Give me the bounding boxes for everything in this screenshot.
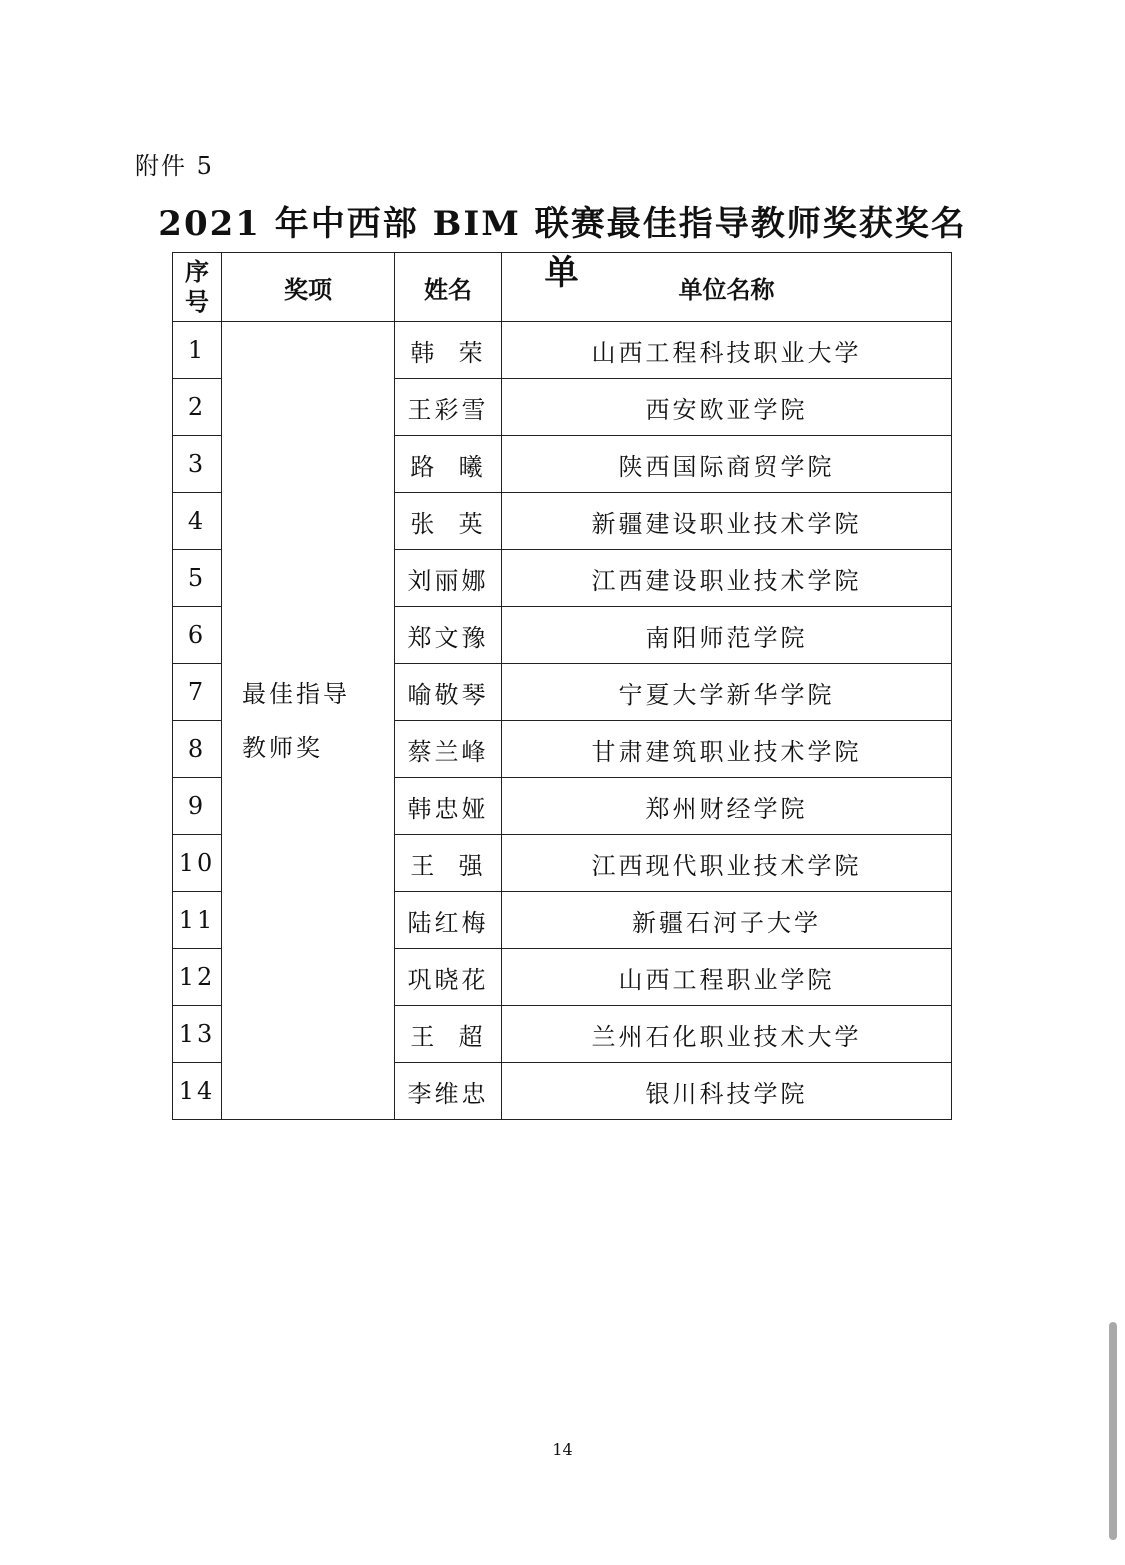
row-teacher-name: 郑文豫 bbox=[395, 607, 502, 664]
table-body bbox=[173, 322, 952, 1120]
row-serial-number: 13 bbox=[173, 1006, 222, 1063]
row-serial-number: 4 bbox=[173, 493, 222, 550]
row-serial-number: 12 bbox=[173, 949, 222, 1006]
award-table bbox=[172, 252, 952, 1120]
row-teacher-name: 陆红梅 bbox=[395, 892, 502, 949]
vertical-scrollbar[interactable] bbox=[1109, 1322, 1117, 1540]
header-serial-number-text: 序号 bbox=[185, 257, 209, 316]
row-serial-number: 3 bbox=[173, 436, 222, 493]
row-teacher-name: 王 超 bbox=[395, 1006, 502, 1063]
row-unit-name: 甘肃建筑职业技术学院 bbox=[502, 721, 952, 778]
header-serial-number bbox=[173, 253, 222, 322]
row-serial-number: 10 bbox=[173, 835, 222, 892]
row-unit-name: 江西现代职业技术学院 bbox=[502, 835, 952, 892]
table-row bbox=[173, 322, 952, 379]
page-number: 14 bbox=[552, 1440, 573, 1459]
row-teacher-name: 喻敬琴 bbox=[395, 664, 502, 721]
row-teacher-name: 王 强 bbox=[395, 835, 502, 892]
row-serial-number: 1 bbox=[173, 322, 222, 379]
row-serial-number: 5 bbox=[173, 550, 222, 607]
row-unit-name: 山西工程职业学院 bbox=[502, 949, 952, 1006]
award-category-cell bbox=[222, 322, 395, 1120]
row-unit-name: 新疆建设职业技术学院 bbox=[502, 493, 952, 550]
row-teacher-name: 巩晓花 bbox=[395, 949, 502, 1006]
row-teacher-name: 韩忠娅 bbox=[395, 778, 502, 835]
attachment-label: 附件 5 bbox=[135, 152, 214, 180]
row-unit-name: 山西工程科技职业大学 bbox=[502, 322, 952, 379]
row-serial-number: 2 bbox=[173, 379, 222, 436]
row-serial-number: 11 bbox=[173, 892, 222, 949]
row-serial-number: 6 bbox=[173, 607, 222, 664]
row-unit-name: 南阳师范学院 bbox=[502, 607, 952, 664]
header-award: 奖项 bbox=[222, 253, 395, 322]
row-teacher-name: 刘丽娜 bbox=[395, 550, 502, 607]
row-teacher-name: 王彩雪 bbox=[395, 379, 502, 436]
row-unit-name: 陕西国际商贸学院 bbox=[502, 436, 952, 493]
table-header-row bbox=[173, 253, 952, 322]
row-teacher-name: 张 英 bbox=[395, 493, 502, 550]
award-category-text: 最佳指导教师奖 bbox=[242, 679, 350, 762]
header-name: 姓名 bbox=[395, 253, 502, 322]
row-teacher-name: 路 曦 bbox=[395, 436, 502, 493]
row-teacher-name: 韩 荣 bbox=[395, 322, 502, 379]
row-unit-name: 西安欧亚学院 bbox=[502, 379, 952, 436]
row-unit-name: 新疆石河子大学 bbox=[502, 892, 952, 949]
row-unit-name: 郑州财经学院 bbox=[502, 778, 952, 835]
row-teacher-name: 蔡兰峰 bbox=[395, 721, 502, 778]
row-teacher-name: 李维忠 bbox=[395, 1063, 502, 1120]
row-unit-name: 银川科技学院 bbox=[502, 1063, 952, 1120]
row-serial-number: 8 bbox=[173, 721, 222, 778]
row-unit-name: 兰州石化职业技术大学 bbox=[502, 1006, 952, 1063]
document-title: 2021 年中西部 BIM 联赛最佳指导教师奖获奖名单 bbox=[158, 204, 967, 293]
row-serial-number: 7 bbox=[173, 664, 222, 721]
row-unit-name: 江西建设职业技术学院 bbox=[502, 550, 952, 607]
row-serial-number: 9 bbox=[173, 778, 222, 835]
row-serial-number: 14 bbox=[173, 1063, 222, 1120]
row-unit-name: 宁夏大学新华学院 bbox=[502, 664, 952, 721]
header-unit: 单位名称 bbox=[502, 253, 952, 322]
